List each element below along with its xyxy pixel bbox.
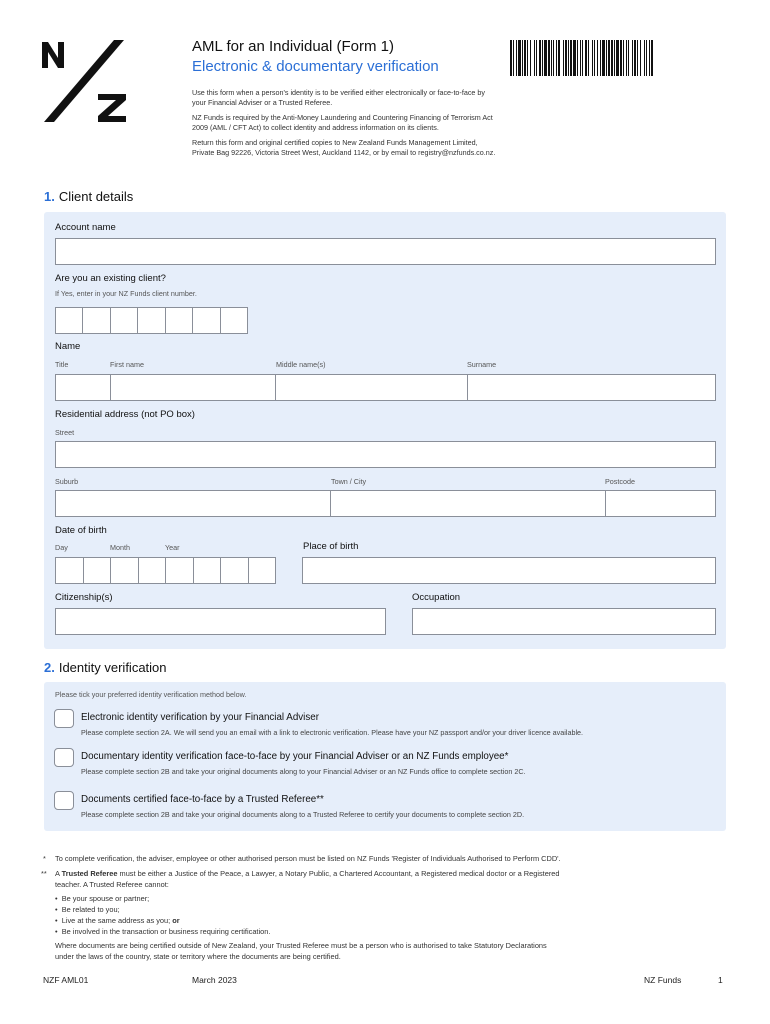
- form-code: NZF AML01: [43, 975, 89, 985]
- first-name-label: First name: [110, 360, 144, 369]
- form-subtitle: Electronic & documentary verification: [192, 58, 439, 75]
- footnote-mark: *: [43, 854, 46, 863]
- title-label: Title: [55, 360, 69, 369]
- first-name-field[interactable]: [110, 374, 276, 401]
- dob-month-field[interactable]: [110, 557, 166, 584]
- account-name-field[interactable]: [55, 238, 716, 265]
- town-city-field[interactable]: [330, 490, 606, 517]
- footnote-mark: **: [41, 869, 47, 878]
- section-2-heading: [44, 660, 167, 675]
- citizenship-label: Citizenship(s): [55, 592, 113, 603]
- option-title: Documents certified face-to-face by a Trusted Referee**: [81, 794, 324, 805]
- intro-line: Private Bag 92226, Victoria Street West, Auckland 1142, or by email to registry@nzfunds.co.nz.: [192, 148, 496, 157]
- section-1-heading: [44, 189, 133, 204]
- footnote-closing: Where documents are being certified outside of New Zealand, your Trusted Referee must be a person who is authorised to take Statutory Declarations: [55, 941, 547, 950]
- bullet-item: • Live at the same address as you; or: [55, 916, 180, 925]
- dob-day-field[interactable]: [55, 557, 111, 584]
- middle-names-field[interactable]: [275, 374, 468, 401]
- nz-funds-logo: [42, 40, 132, 122]
- intro-line: 2009 (AML / CFT Act) to collect identity and address information on its clients.: [192, 123, 439, 132]
- section-title: Client details: [58, 189, 134, 204]
- street-label: Street: [55, 428, 75, 437]
- place-of-birth-label: Place of birth: [303, 541, 359, 552]
- month-label: Month: [110, 543, 130, 552]
- surname-label: Surname: [467, 360, 497, 369]
- footnote-bold-term: Trusted Referee: [61, 869, 118, 878]
- postcode-label: Postcode: [605, 477, 635, 486]
- existing-client-hint: If Yes, enter in your NZ Funds client number.: [55, 289, 197, 298]
- section-number: 2.: [44, 660, 55, 675]
- name-label: Name: [55, 341, 81, 352]
- form-title: AML for an Individual (Form 1): [192, 38, 395, 55]
- page-number: 1: [718, 975, 723, 985]
- suburb-field[interactable]: [55, 490, 331, 517]
- residential-address-label: Residential address (not PO box): [55, 409, 195, 420]
- section-title: Identity verification: [58, 660, 167, 675]
- footnote-closing: under the laws of the country, state or territory where the documents are being certified.: [55, 952, 341, 961]
- suburb-label: Suburb: [55, 477, 79, 486]
- title-field[interactable]: [55, 374, 111, 401]
- footnote-text: teacher. A Trusted Referee cannot:: [55, 880, 169, 889]
- option-description: Please complete section 2A. We will send you an email with a link to electronic verification. Please have your NZ passport and/or your driver licence available.: [81, 728, 584, 737]
- footnote-trusted-referee: [55, 869, 560, 879]
- year-label: Year: [165, 543, 180, 552]
- dob-label: Date of birth: [55, 525, 107, 536]
- electronic-verification-checkbox[interactable]: [54, 709, 74, 728]
- day-label: Day: [55, 543, 68, 552]
- section-number: 1.: [44, 189, 55, 204]
- intro-line: your Financial Adviser or a Trusted Referee.: [192, 98, 333, 107]
- existing-client-label: Are you an existing client?: [55, 273, 166, 284]
- verification-intro: Please tick your preferred identity verification method below.: [55, 690, 247, 699]
- option-title: Documentary identity verification face-to-face by your Financial Adviser or an NZ Funds employee*: [81, 751, 509, 762]
- account-name-label: Account name: [55, 222, 116, 233]
- intro-line: NZ Funds is required by the Anti-Money Laundering and Countering Financing of Terrorism Act: [192, 113, 493, 122]
- option-description: Please complete section 2B and take your original documents along to your Financial Adviser or an NZ Funds office to complete section 2C.: [81, 767, 526, 776]
- postcode-field[interactable]: [605, 490, 716, 517]
- occupation-label: Occupation: [412, 592, 461, 603]
- footer-brand: NZ Funds: [644, 975, 682, 985]
- town-city-label: Town / City: [331, 477, 367, 486]
- bullet-item: • Be your spouse or partner;: [55, 894, 150, 903]
- street-field[interactable]: [55, 441, 716, 468]
- intro-line: Return this form and original certified copies to New Zealand Funds Management Limited,: [192, 138, 478, 147]
- bullet-item: • Be related to you;: [55, 905, 120, 914]
- occupation-field[interactable]: [412, 608, 716, 635]
- middle-names-label: Middle name(s): [276, 360, 326, 369]
- bullet-item: • Be involved in the transaction or business requiring certification.: [55, 927, 271, 936]
- documentary-verification-checkbox[interactable]: [54, 748, 74, 767]
- surname-field[interactable]: [467, 374, 716, 401]
- dob-year-field[interactable]: [165, 557, 276, 584]
- footnote-text: A: [55, 869, 60, 878]
- client-number-field[interactable]: [55, 307, 248, 334]
- trusted-referee-checkbox[interactable]: [54, 791, 74, 810]
- footnote-adviser: To complete verification, the adviser, employee or other authorised person must be listed on NZ Funds 'Register of Individuals Authorised to Perform CDD'.: [55, 854, 561, 863]
- form-date: March 2023: [192, 975, 237, 985]
- option-description: Please complete section 2B and take your original documents along to a Trusted Referee to certify your documents to complete section 2D.: [81, 810, 525, 819]
- place-of-birth-field[interactable]: [302, 557, 716, 584]
- barcode: [510, 40, 728, 76]
- footnote-text: must be either a Justice of the Peace, a Lawyer, a Notary Public, a Chartered Accountant, a Registered medical doctor or a Registered: [119, 869, 560, 878]
- citizenship-field[interactable]: [55, 608, 386, 635]
- intro-line: Use this form when a person's identity is to be verified either electronically or face-to-face by: [192, 88, 485, 97]
- option-title: Electronic identity verification by your Financial Adviser: [81, 712, 319, 723]
